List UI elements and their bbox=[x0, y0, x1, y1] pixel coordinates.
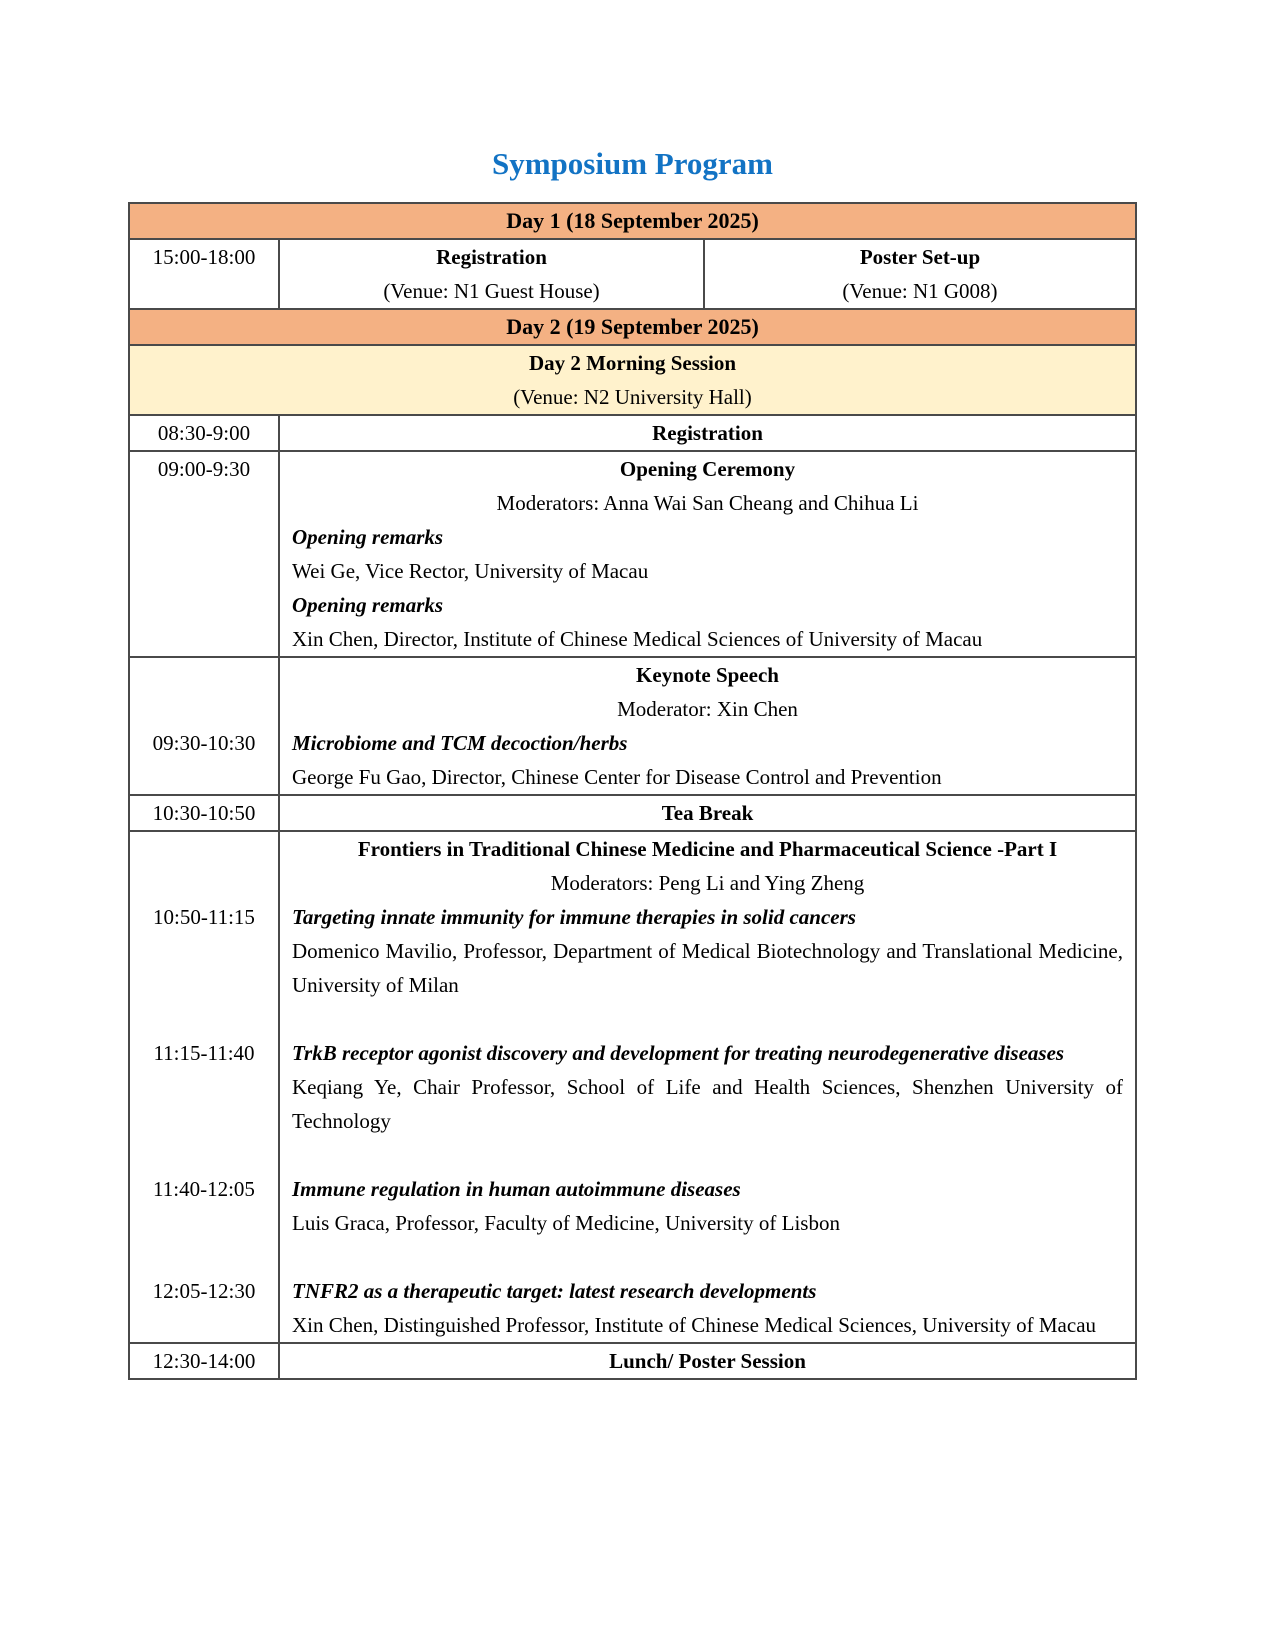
talk-4-time-cell bbox=[130, 1240, 280, 1342]
talk-1-title: Targeting innate immunity for immune therapies in solid cancers bbox=[292, 905, 856, 929]
opening-remarks-heading-1: Opening remarks bbox=[292, 525, 444, 549]
talk-2-title: TrkB receptor agonist discovery and development for treating neurodegenerative diseases bbox=[292, 1041, 1065, 1065]
talk-1-content bbox=[280, 900, 1135, 1002]
tea-break-row bbox=[130, 794, 1135, 830]
keynote-row bbox=[130, 656, 1135, 794]
talk-row-2 bbox=[130, 1002, 1135, 1138]
day1-registration-cell bbox=[280, 240, 705, 308]
talk-2-time-cell bbox=[130, 1002, 280, 1138]
day1-row bbox=[130, 238, 1135, 308]
talk-4-speaker: Xin Chen, Distinguished Professor, Institute of Chinese Medical Sciences, University of Macau bbox=[292, 1313, 1097, 1337]
session-header-cell bbox=[280, 832, 1135, 900]
talk-3-time-cell bbox=[130, 1138, 280, 1240]
talk-4-title: TNFR2 as a therapeutic target: latest research developments bbox=[292, 1279, 817, 1303]
opening-content-cell bbox=[280, 452, 1135, 656]
day1-poster-cell bbox=[705, 240, 1135, 308]
opening-remarks-heading-2: Opening remarks bbox=[292, 593, 444, 617]
keynote-time-cell bbox=[130, 658, 280, 794]
talk-4-time: 12:05-12:30 bbox=[152, 1279, 256, 1303]
tea-break-time: 10:30-10:50 bbox=[152, 801, 256, 825]
session-title: Frontiers in Traditional Chinese Medicine and Pharmaceutical Science -Part I bbox=[357, 837, 1058, 861]
morning-session-title: Day 2 Morning Session bbox=[528, 351, 737, 375]
opening-remarks-speaker-2: Xin Chen, Director, Institute of Chinese Medical Sciences of University of Macau bbox=[292, 627, 983, 651]
opening-moderators: Moderators: Anna Wai San Cheang and Chihua Li bbox=[496, 491, 919, 515]
registration-time: 08:30-9:00 bbox=[157, 421, 251, 445]
lunch-label: Lunch/ Poster Session bbox=[609, 1349, 806, 1373]
talk-4-content bbox=[280, 1240, 1135, 1342]
tea-break-label: Tea Break bbox=[661, 801, 754, 825]
day1-time: 15:00-18:00 bbox=[152, 245, 256, 269]
talk-row-4 bbox=[130, 1240, 1135, 1342]
keynote-content-cell bbox=[280, 658, 1135, 794]
frontiers-session-row bbox=[130, 830, 1135, 1342]
opening-time: 09:00-9:30 bbox=[157, 457, 251, 481]
morning-session-venue: (Venue: N2 University Hall) bbox=[513, 385, 752, 409]
lunch-time: 12:30-14:00 bbox=[152, 1349, 256, 1373]
talk-3-content bbox=[280, 1138, 1135, 1240]
talk-3-speaker: Luis Graca, Professor, Faculty of Medicine, University of Lisbon bbox=[292, 1211, 840, 1235]
session-header-subrow bbox=[130, 832, 1135, 900]
talk-1-speaker: Domenico Mavilio, Professor, Department of Medical Biotechnology and Translational Medicine, University of Milan bbox=[292, 939, 1123, 997]
lunch-row bbox=[130, 1342, 1135, 1378]
day1-registration-venue: (Venue: N1 Guest House) bbox=[383, 279, 600, 303]
lunch-time-cell bbox=[130, 1344, 280, 1378]
day2-morning-session-header bbox=[130, 344, 1135, 414]
talk-3-title: Immune regulation in human autoimmune diseases bbox=[292, 1177, 741, 1201]
keynote-moderators: Moderator: Xin Chen bbox=[617, 697, 798, 721]
opening-ceremony-row bbox=[130, 450, 1135, 656]
keynote-time: 09:30-10:30 bbox=[152, 731, 256, 755]
opening-title: Opening Ceremony bbox=[619, 457, 796, 481]
talk-row-3 bbox=[130, 1138, 1135, 1240]
day1-header: Day 1 (18 September 2025) bbox=[130, 204, 1135, 238]
talk-2-time: 11:15-11:40 bbox=[153, 1041, 255, 1065]
talk-2-speaker: Keqiang Ye, Chair Professor, School of Life and Health Sciences, Shenzhen University of Technology bbox=[292, 1075, 1123, 1133]
day1-time-cell bbox=[130, 240, 280, 308]
day1-poster-venue: (Venue: N1 G008) bbox=[842, 279, 998, 303]
registration-row bbox=[130, 414, 1135, 450]
day2-header: Day 2 (19 September 2025) bbox=[130, 308, 1135, 344]
opening-remarks-speaker-1: Wei Ge, Vice Rector, University of Macau bbox=[292, 559, 649, 583]
talk-3-time: 11:40-12:05 bbox=[153, 1177, 255, 1201]
keynote-talk-title: Microbiome and TCM decoction/herbs bbox=[292, 731, 628, 755]
program-table bbox=[128, 202, 1137, 1380]
day1-poster-name: Poster Set-up bbox=[859, 245, 981, 269]
day1-registration-name: Registration bbox=[436, 245, 547, 269]
registration-label: Registration bbox=[652, 421, 763, 445]
session-header-time-cell bbox=[130, 832, 280, 900]
keynote-title: Keynote Speech bbox=[636, 663, 779, 687]
registration-time-cell bbox=[130, 416, 280, 450]
talk-1-time: 10:50-11:15 bbox=[153, 905, 255, 929]
page-title: Symposium Program bbox=[491, 146, 773, 181]
tea-break-time-cell bbox=[130, 796, 280, 830]
keynote-speaker: George Fu Gao, Director, Chinese Center for Disease Control and Prevention bbox=[292, 765, 942, 789]
talk-1-time-cell bbox=[130, 900, 280, 1002]
opening-time-cell bbox=[130, 452, 280, 656]
session-moderators: Moderators: Peng Li and Ying Zheng bbox=[550, 871, 865, 895]
talk-row-1 bbox=[130, 900, 1135, 1002]
talk-2-content bbox=[280, 1002, 1135, 1138]
